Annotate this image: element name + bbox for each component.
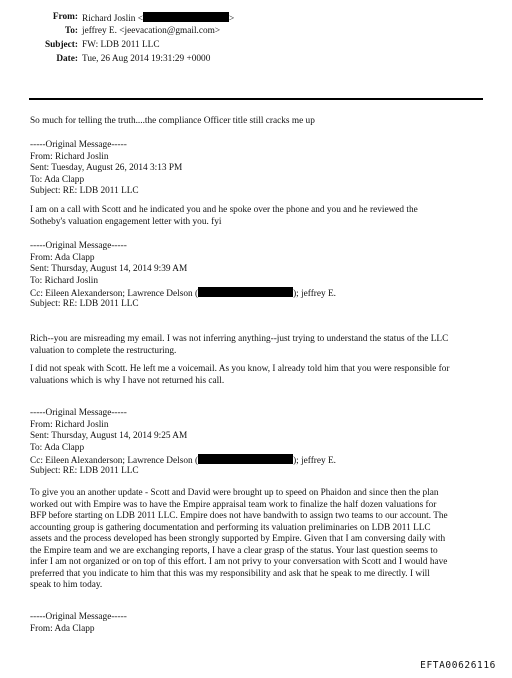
message-to: To: Ada Clapp	[30, 174, 85, 185]
subject-value: FW: LDB 2011 LLC	[82, 40, 160, 50]
original-message-4	[30, 612, 485, 635]
redaction-box	[198, 454, 293, 464]
original-message-1	[30, 140, 485, 198]
to-value: jeffrey E. <jeevacation@gmail.com>	[82, 26, 221, 36]
message-divider: -----Original Message-----	[30, 408, 127, 418]
intro-text: So much for telling the truth....the compliance Officer title still cracks me up	[30, 116, 315, 126]
message-2-body-p2: I did not speak with Scott. He left me a voicemail. As you know, I already told him that you were responsible for valuations which is why I have not returned his call.	[30, 364, 450, 386]
date-label: Date:	[56, 54, 78, 64]
message-divider: -----Original Message-----	[30, 140, 127, 150]
document-id: EFTA00626116	[420, 660, 496, 671]
original-message-3	[30, 408, 485, 477]
message-cc: Cc: Eileen Alexanderson; Lawrence Delson ( ); jeffrey E.	[30, 456, 336, 466]
message-from: From: Richard Joslin	[30, 419, 109, 430]
message-subject: Subject: RE: LDB 2011 LLC	[30, 186, 139, 196]
from-label: From:	[52, 12, 78, 22]
header-divider	[29, 98, 483, 100]
message-3-body: To give you an another update - Scott and David were brought up to speed on Phaidon and since then the plan worked out with Empire was to have the Empire appraisal team work to finalize the half dozen valuations for BFP before starting on LDB 2011 LLC. Empire does not have bandwith to assign two teams to our account. The accounting group is gathering documentation and performing its valuation preliminaries on LDB 2011 LLC assets and the process developed has been strongly supported by Empire. Given that I am conversing daily with the Empire team and we are exchanging reports, I have a clear grasp of the status. Your last question seems to infer I am not organized or on top of this effort. I am not privy to your conversation with Scott and I would have preferred that you indicate to him that this was my responsibility and ask that he speak to me directly. I will speak to him today.	[30, 488, 448, 590]
message-divider: -----Original Message-----	[30, 612, 127, 622]
redaction-box	[198, 287, 293, 297]
subject-label: Subject:	[44, 40, 78, 50]
message-to: To: Ada Clapp	[30, 442, 85, 453]
from-value: Richard Joslin < >	[82, 14, 235, 24]
message-2-body-p1: Rich--you are misreading my email. I was not inferring anything--just trying to understand the status of the LLC valuation to complete the restructuring.	[30, 334, 449, 356]
original-message-2	[30, 241, 485, 310]
message-subject: Subject: RE: LDB 2011 LLC	[30, 298, 139, 309]
message-1-body: I am on a call with Scott and he indicated you and he spoke over the phone and you and he reviewed the Sotheby's valuation engagement letter with you. fyi	[30, 205, 418, 227]
message-from: From: Ada Clapp	[30, 252, 95, 263]
message-to: To: Richard Joslin	[30, 275, 99, 286]
date-value: Tue, 26 Aug 2014 19:31:29 +0000	[82, 54, 211, 64]
message-sent: Sent: Thursday, August 14, 2014 9:39 AM	[30, 264, 188, 274]
message-sent: Sent: Tuesday, August 26, 2014 3:13 PM	[30, 163, 183, 173]
to-label: To:	[64, 26, 78, 36]
message-from: From: Richard Joslin	[30, 151, 109, 162]
message-subject: Subject: RE: LDB 2011 LLC	[30, 465, 139, 476]
message-cc: Cc: Eileen Alexanderson; Lawrence Delson ( ); jeffrey E.	[30, 289, 336, 299]
message-from: From: Ada Clapp	[30, 623, 95, 634]
message-divider: -----Original Message-----	[30, 241, 127, 251]
message-sent: Sent: Thursday, August 14, 2014 9:25 AM	[30, 431, 188, 441]
redaction-box	[143, 12, 229, 22]
